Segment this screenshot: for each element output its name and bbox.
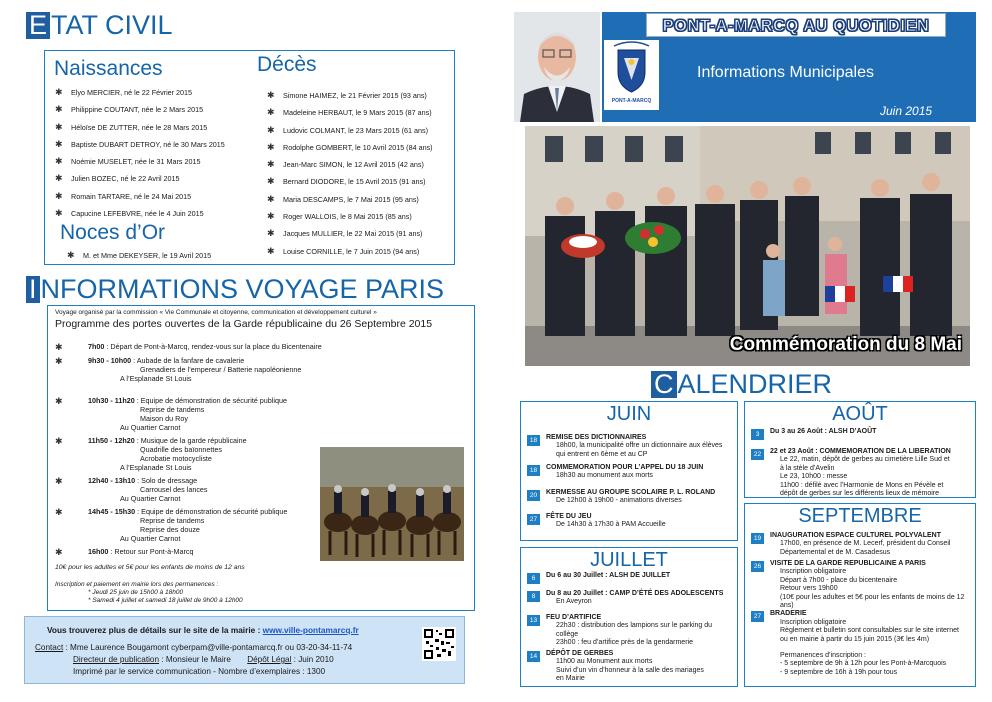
bullet-star-icon: ✱ xyxy=(55,190,63,201)
event-day-badge: 27 xyxy=(527,514,540,525)
event-text: - 5 septembre de 9h à 12h pour les Pont-à-Marcquois xyxy=(780,660,947,668)
calendar-event xyxy=(527,650,735,686)
coat-of-arms-icon xyxy=(604,40,659,102)
ceremony-photo xyxy=(525,126,970,366)
calendar-event xyxy=(527,614,735,650)
event-text: Inscription obligatoire xyxy=(780,568,847,576)
aout-box xyxy=(744,401,976,498)
bullet-star-icon: ✱ xyxy=(267,159,275,170)
deces-item xyxy=(267,107,433,124)
bullet-star-icon: ✱ xyxy=(55,121,63,132)
event-text: Inscription obligatoire xyxy=(780,618,847,626)
mayor-photo xyxy=(514,12,600,122)
event-body xyxy=(546,650,735,684)
bullet-star-icon: ✱ xyxy=(267,245,275,256)
bullet-star-icon: ✱ xyxy=(267,176,275,187)
noces-item-text: M. et Mme DEKEYSER, le 19 Avril 2015 xyxy=(83,251,212,260)
programme-time: 16h00 xyxy=(88,547,109,556)
event-body xyxy=(546,489,735,506)
bullet-star-icon: ✱ xyxy=(55,356,63,366)
bullet-star-icon: ✱ xyxy=(55,507,63,517)
event-text: ou en mairie à partir du 15 juin 2015 (3€ les 4m) xyxy=(780,635,930,643)
event-day-badge: 22 xyxy=(751,449,764,460)
garde-republicaine-photo xyxy=(320,447,464,561)
deces-list xyxy=(267,90,433,263)
event-body xyxy=(546,572,735,580)
bullet-star-icon: ✱ xyxy=(55,104,63,115)
event-text: Le 23, 10h00 : messe xyxy=(780,473,848,481)
header-date: Juin 2015 xyxy=(880,104,933,118)
naissance-item-text: Philippine COUTANT, née le 2 Mars 2015 xyxy=(71,105,204,115)
voyage-box xyxy=(47,305,475,611)
event-body xyxy=(546,590,735,607)
event-body xyxy=(546,614,735,648)
event-text: Départ à 7h00 - place du bicentenaire xyxy=(780,576,898,584)
programme-item-first-line xyxy=(88,396,287,405)
juillet-title: JUILLET xyxy=(590,549,668,571)
programme-item-first-line xyxy=(88,547,193,556)
event-text: 11h00 : défilé avec l’Harmonie de Mons en Pévèle et xyxy=(780,481,944,489)
naissance-item xyxy=(55,156,225,173)
event-text: 23h00 : feu d’artifice près de la gendarmerie xyxy=(556,639,693,647)
programme-item-first-line xyxy=(88,342,322,351)
calendar-event xyxy=(751,610,975,680)
event-body xyxy=(770,448,973,498)
voyage-intro: Voyage organisé par la commission « Vie Communale et citoyenne, communication et développement culturel » xyxy=(55,309,377,316)
naissance-item xyxy=(55,104,225,121)
event-text: 17h00, en présence de M. Lecerf, président du Conseil xyxy=(780,540,951,548)
event-title: INAUGURATION ESPACE CULTUREL POLYVALENT xyxy=(770,532,941,539)
programme-subline: Acrobatie motocycliste xyxy=(140,454,212,463)
juillet-events xyxy=(527,572,735,686)
calendar-event xyxy=(527,434,735,464)
event-title: Du 3 au 26 Août : ALSH D’AOÛT xyxy=(770,428,877,435)
septembre-title: SEPTEMBRE xyxy=(798,505,922,527)
event-text: dépôt de gerbes sur les différents lieux de mémoire xyxy=(780,489,940,497)
programme-item-body xyxy=(88,547,193,556)
programme-time: 12h40 - 13h10 xyxy=(88,476,136,485)
event-day-badge: 20 xyxy=(527,490,540,501)
programme-item-body xyxy=(88,507,287,543)
voyage-title: I NFORMATIONS VOYAGE PARIS xyxy=(26,276,444,303)
programme-desc: : Musique de la garde républicaine xyxy=(134,436,247,445)
event-day-badge: 14 xyxy=(527,651,540,662)
deces-item xyxy=(267,176,433,193)
event-text: De 14h30 à 17h30 à PAM Accueille xyxy=(556,521,666,529)
contact-line: Contact : Mme Laurence Bougamont cyberpam@ville-pontamarcq.fr ou 03-20-34-11-74 xyxy=(35,643,353,652)
programme-time: 10h30 - 11h20 xyxy=(88,396,135,405)
deces-item xyxy=(267,90,433,107)
event-body xyxy=(770,428,973,436)
deces-item xyxy=(267,246,433,263)
contact-box xyxy=(24,616,465,684)
event-title: Du 8 au 20 Juillet : CAMP D’ÉTÉ DES ADOLESCENTS xyxy=(546,590,724,597)
aout-title: AOÛT xyxy=(832,403,888,425)
event-text: Départemental et de M. Casadesus xyxy=(780,548,891,556)
naissance-item-text: Noémie MUSELET, née le 31 Mars 2015 xyxy=(71,157,201,167)
programme-item-body xyxy=(88,476,208,503)
event-text: collège xyxy=(556,630,579,638)
event-text: 18h00, la municipalité offre un dictionnaire aux élèves xyxy=(556,442,723,450)
programme-subline: Au Quartier Carnot xyxy=(120,494,181,503)
event-day-badge: 13 xyxy=(527,615,540,626)
event-title: Du 6 au 30 Juillet : ALSH DE JUILLET xyxy=(546,572,671,579)
programme-item-body xyxy=(88,396,287,432)
programme-desc: : Départ de Pont-à-Marcq, rendez-vous sur la place du Bicentenaire xyxy=(104,342,322,351)
event-text: De 12h00 à 19h00 - animations diverses xyxy=(556,497,682,505)
bullet-star-icon: ✱ xyxy=(267,124,275,135)
noces-list xyxy=(67,250,211,262)
event-body xyxy=(546,434,735,459)
banner-box xyxy=(646,13,946,37)
bullet-star-icon: ✱ xyxy=(55,342,63,352)
event-text: 22h30 : distribution des lampions sur le parking du xyxy=(556,622,713,630)
programme-item-body xyxy=(88,436,247,472)
more-info: Vous trouverez plus de détails sur le site de la mairie : www.ville-pontamarcq.fr xyxy=(47,625,359,635)
programme-time: 11h50 - 12h20 xyxy=(88,436,135,445)
deces-item-text: Ludovic COLMANT, le 23 Mars 2015 (61 ans) xyxy=(283,125,429,135)
calendar-event xyxy=(751,560,975,610)
deces-item-text: Jean-Marc SIMON, le 12 Avril 2015 (42 ans) xyxy=(283,160,424,170)
header xyxy=(514,12,976,122)
bullet-star-icon: ✱ xyxy=(55,138,63,149)
bullet-star-icon: ✱ xyxy=(55,436,63,446)
permanence-line: * Samedi 4 juillet et samedi 18 juillet de 9h00 à 12h00 xyxy=(88,597,243,605)
naissance-item-text: Julien BOZEC, né le 22 Avril 2015 xyxy=(71,174,180,184)
bullet-star-icon: ✱ xyxy=(55,208,63,219)
event-text: Permanences d’inscription : xyxy=(780,651,866,659)
programme-desc: : Solo de dressage xyxy=(135,476,198,485)
calendar-event xyxy=(527,489,735,513)
calendar-event xyxy=(527,513,735,537)
naissances-list xyxy=(55,87,225,225)
deces-title: Décès xyxy=(257,53,317,76)
event-day-badge: 26 xyxy=(751,561,764,572)
naissance-item xyxy=(55,173,225,190)
event-text: 11h00 au Monument aux morts xyxy=(556,658,653,666)
programme-item-first-line xyxy=(88,476,208,485)
bullet-star-icon: ✱ xyxy=(67,250,75,260)
deces-item-text: Maria DESCAMPS, le 7 Mai 2015 (95 ans) xyxy=(283,194,419,204)
event-day-badge: 8 xyxy=(527,591,540,602)
website-link[interactable]: www.ville-pontamarcq.fr xyxy=(262,625,359,635)
programme-time: 7h00 xyxy=(88,342,105,351)
event-title: BRADERIE xyxy=(770,610,807,618)
programme-subline: Grenadiers de l’empereur / Batterie napoléonienne xyxy=(140,365,302,374)
programme-time: 9h30 - 10h00 xyxy=(88,356,132,365)
event-day-badge: 6 xyxy=(527,573,540,584)
deces-item xyxy=(267,159,433,176)
noces-item xyxy=(67,250,211,262)
deces-item xyxy=(267,211,433,228)
deces-item-text: Louise CORNILLE, le 7 Juin 2015 (94 ans) xyxy=(283,246,420,256)
permanence-line: * Jeudi 25 juin de 15h00 à 18h00 xyxy=(88,589,184,596)
programme-desc: : Equipe de démonstration de sécurité publique xyxy=(135,507,288,516)
programme-item xyxy=(55,356,475,396)
event-day-badge: 19 xyxy=(751,533,764,544)
event-text: qui entrent en 6ème et au CP xyxy=(556,450,648,458)
event-body xyxy=(770,532,975,557)
event-text: Le 22, matin, dépôt de gerbes au cimetière Lille Sud et xyxy=(780,456,950,464)
etat-civil-box xyxy=(44,50,455,265)
naissance-item-text: Capucine LEFEBVRE, née le 4 Juin 2015 xyxy=(71,209,204,219)
deces-item-text: Simone HAIMEZ, le 21 Février 2015 (93 ans) xyxy=(283,91,427,100)
calendar-event xyxy=(527,572,735,590)
event-text: 18h30 au monument aux morts xyxy=(556,472,653,480)
event-text xyxy=(770,644,975,652)
deces-item xyxy=(267,142,433,159)
naissance-item-text: Elyo MERCIER, né le 22 Février 2015 xyxy=(71,88,193,97)
event-title: DÉPÔT DE GERBES xyxy=(546,650,614,657)
event-body xyxy=(546,464,735,481)
deces-item-text: Roger WALLOIS, le 8 Mai 2015 (85 ans) xyxy=(283,212,412,222)
event-title: 22 et 23 Août : COMMEMORATION DE LA LIBERATION xyxy=(770,448,951,455)
bullet-star-icon: ✱ xyxy=(55,87,63,97)
event-title: VISITE DE LA GARDE REPUBLICAINE A PARIS xyxy=(770,560,926,567)
event-text: à la stèle d’Avelin xyxy=(780,464,835,472)
programme-subline: Reprise de tandems xyxy=(140,405,205,414)
event-body xyxy=(546,513,735,530)
calendar-event xyxy=(527,590,735,614)
programme-item xyxy=(55,396,475,436)
voyage-inscription: Inscription et paiement en mairie lors des permanences : xyxy=(55,581,219,588)
programme-subline: Carrousel des lances xyxy=(140,485,208,494)
event-body xyxy=(770,610,975,677)
bullet-star-icon: ✱ xyxy=(267,193,275,204)
juin-events xyxy=(527,434,735,537)
calendrier-title: C ALENDRIER xyxy=(651,371,832,398)
naissance-item xyxy=(55,139,225,156)
event-text: Règlement et bulletin sont consultables sur le site internet xyxy=(780,627,959,635)
event-day-badge: 3 xyxy=(751,429,764,440)
event-title: FEU D’ARTIFICE xyxy=(546,614,602,621)
naissance-item-text: Héloïse DE ZUTTER, née le 28 Mars 2015 xyxy=(71,122,208,132)
event-text: - 9 septembre de 16h à 19h pour tous xyxy=(780,668,898,676)
header-subtitle: Informations Municipales xyxy=(697,64,874,81)
juin-box xyxy=(520,401,738,541)
event-title: KERMESSE AU GROUPE SCOLAIRE P. L. ROLAND xyxy=(546,489,716,496)
bullet-star-icon: ✱ xyxy=(55,547,63,557)
naissance-item xyxy=(55,191,225,208)
programme-desc: : Aubade de la fanfare de cavalerie xyxy=(131,356,245,365)
bullet-star-icon: ✱ xyxy=(267,141,275,152)
programme-subline: Reprise des douze xyxy=(140,525,200,534)
deces-item-text: Madeleine HERBAUT, le 9 Mars 2015 (87 ans) xyxy=(283,108,432,118)
programme-time: 14h45 - 15h30 xyxy=(88,507,136,516)
programme-desc: : Equipe de démonstration de sécurité publique xyxy=(134,396,287,405)
event-title: COMMEMORATION POUR L’APPEL DU 18 JUIN xyxy=(546,464,704,471)
event-title: FÊTE DU JEU xyxy=(546,513,592,520)
event-text: Retour vers 19h00 xyxy=(780,585,838,593)
programme-item xyxy=(55,342,475,356)
bullet-star-icon: ✱ xyxy=(267,107,275,118)
event-text: (10€ pour les adultes et 5€ pour les enfants de moins de 12 ans) xyxy=(780,593,965,609)
programme-item-body xyxy=(88,342,322,351)
programme-desc: : Retour sur Pont-à-Marcq xyxy=(108,547,194,556)
programme-subline: A l’Esplanade St Louis xyxy=(120,374,192,383)
banner-title: PONT-A-MARCQ AU QUOTIDIEN xyxy=(662,17,930,35)
juin-title: JUIN xyxy=(606,403,652,425)
event-body xyxy=(770,560,975,610)
deces-item xyxy=(267,228,433,245)
programme-subline: Quadrille des baïonnettes xyxy=(140,445,222,454)
programme-item-first-line xyxy=(88,356,301,365)
septembre-events xyxy=(751,532,975,680)
event-text: en Mairie xyxy=(556,675,585,683)
calendar-event xyxy=(751,428,973,448)
bullet-star-icon: ✱ xyxy=(55,173,63,184)
programme-title: Programme des portes ouvertes de la Garde républicaine du 26 Septembre 2015 xyxy=(55,318,433,330)
deces-item-text: Rodolphe GOMBERT, le 10 Avril 2015 (84 ans) xyxy=(283,142,433,152)
imprime-line: Imprimé par le service communication - Nombre d’exemplaires : 1300 xyxy=(73,667,326,676)
event-day-badge: 18 xyxy=(527,435,540,446)
etat-civil-title: E TAT CIVIL xyxy=(26,12,173,39)
bullet-star-icon: ✱ xyxy=(55,156,63,167)
programme-subline: A l’Esplanade St Louis xyxy=(120,463,192,472)
naissances-title: Naissances xyxy=(54,57,163,80)
deces-item xyxy=(267,125,433,142)
septembre-box xyxy=(744,503,976,687)
deces-item-text: Bernard DIODORE, le 15 Avril 2015 (91 ans) xyxy=(283,177,426,187)
bullet-star-icon: ✱ xyxy=(267,228,275,239)
photo-caption: Commémoration du 8 Mai xyxy=(729,334,962,355)
ceremony-image xyxy=(525,126,970,366)
voyage-prix: 10€ pour les adultes et 5€ pour les enfants de moins de 12 ans xyxy=(55,564,245,571)
programme-subline: Reprise de tandems xyxy=(140,516,205,525)
bullet-star-icon: ✱ xyxy=(55,396,63,406)
naissance-item xyxy=(55,87,225,104)
deces-item-text: Jacques MULLIER, le 22 Mai 2015 (91 ans) xyxy=(283,229,423,239)
naissance-item-text: Baptiste DUBART DETROY, né le 30 Mars 2015 xyxy=(71,139,225,149)
qr-code-icon xyxy=(422,627,456,661)
horse-guards-image xyxy=(320,447,464,561)
voyage-permanences xyxy=(88,589,243,605)
event-title: REMISE DES DICTIONNAIRES xyxy=(546,434,647,441)
bullet-star-icon: ✱ xyxy=(55,476,63,486)
naissance-item xyxy=(55,122,225,139)
event-text: En Aveyron xyxy=(556,598,592,606)
calendar-event xyxy=(751,532,975,560)
noces-title: Noces d’Or xyxy=(60,221,166,244)
event-day-badge: 18 xyxy=(527,465,540,476)
programme-subline: Maison du Roy xyxy=(140,414,188,423)
calendar-event xyxy=(751,448,973,498)
bullet-star-icon: ✱ xyxy=(267,90,275,100)
juillet-box xyxy=(520,547,738,687)
town-logo: PONT-A-MARCQ xyxy=(604,40,659,110)
programme-item-first-line xyxy=(88,436,247,445)
calendar-event xyxy=(527,464,735,489)
event-text: Suivi d’un vin d’honneur à la salle des mariages xyxy=(556,666,704,674)
programme-item-body xyxy=(88,356,301,383)
programme-subline: Au Quartier Carnot xyxy=(120,423,181,432)
naissance-item-text: Romain TARTARE, né le 24 Mai 2015 xyxy=(71,191,192,201)
event-day-badge: 27 xyxy=(751,611,764,622)
programme-subline: Au Quartier Carnot xyxy=(120,534,181,543)
directeur-line: Directeur de publication : Monsieur le Maire Dépôt Légal : Juin 2010 xyxy=(73,655,334,664)
programme-item-first-line xyxy=(88,507,287,516)
bullet-star-icon: ✱ xyxy=(267,211,275,222)
aout-events xyxy=(751,428,973,498)
deces-item xyxy=(267,194,433,211)
